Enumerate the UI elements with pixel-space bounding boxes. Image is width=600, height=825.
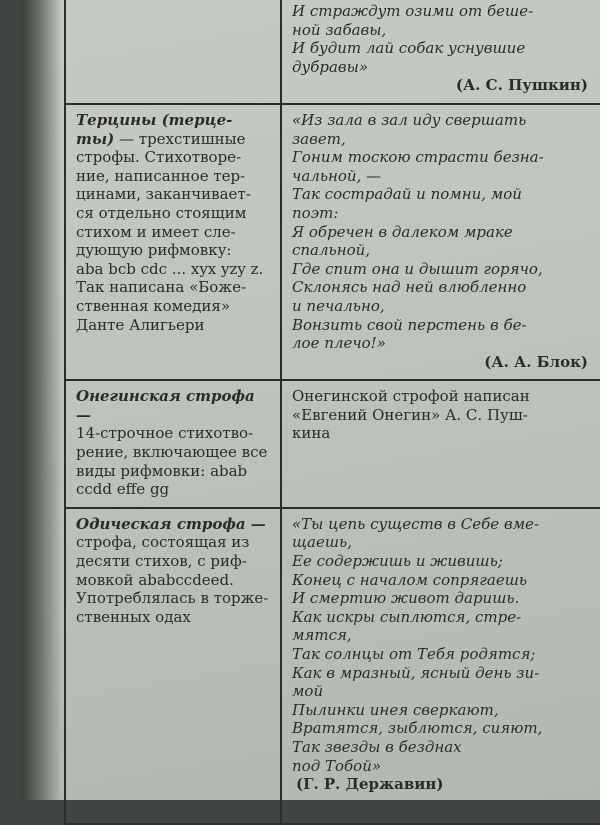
term-cell-empty	[65, 0, 281, 104]
example-line: И будит лай собак уснувшие	[292, 39, 526, 58]
term-cell-tercets	[65, 104, 281, 380]
table-row-ode	[65, 508, 600, 824]
term-line: aba bcb cdc ... xyx yzy z.	[76, 259, 264, 278]
example-line: Так сострадай и помни, мой	[292, 185, 522, 204]
example-line: Я обречен в далеком мраке	[292, 222, 513, 241]
example-line: Гоним тоскою страсти безна-	[292, 148, 544, 167]
example-line: ной забавы,	[292, 20, 387, 39]
author-derzhavin: (Г. Р. Державин)	[296, 775, 444, 794]
example-line: Вратятся, зыблются, сияют,	[292, 719, 543, 738]
example-line: Вонзить свой перстень в бе-	[292, 315, 527, 334]
term-line: ccdd effe gg	[76, 480, 170, 499]
example-line: кина	[292, 424, 331, 443]
example-cell-onegin	[281, 380, 600, 508]
term-line: дующую рифмовку:	[76, 241, 232, 260]
stanza-table	[64, 0, 600, 825]
table-row-pushkin	[65, 0, 600, 104]
table-row-onegin	[65, 380, 600, 508]
term-line: стихом и имеет сле-	[76, 222, 236, 241]
term-line: ся отдельно стоящим	[76, 203, 247, 222]
example-line: Как искры сыплются, стре-	[292, 607, 522, 626]
term-cell-onegin	[65, 380, 281, 508]
example-line: завет,	[292, 129, 346, 148]
author-pushkin: (А. С. Пушкин)	[455, 76, 588, 95]
example-line: Конец с началом сопрягаешь	[292, 570, 528, 589]
term-line-onegin-title: Онегинская строфа —	[76, 387, 255, 424]
example-line: Как в мразный, ясный день зи-	[292, 663, 540, 682]
term-line: ние, написанное тер-	[76, 166, 246, 185]
term-line: мовкой ababccdeed.	[76, 570, 234, 589]
example-line: «Ты цепь существ в Себе вме-	[292, 514, 539, 533]
example-line: дубравы»	[292, 57, 369, 76]
term-line: ственных одах	[76, 607, 191, 626]
example-line: лое плечо!»	[292, 334, 386, 353]
term-line: десяти стихов, с риф-	[76, 552, 247, 571]
term-line-tercets-title: Терцины (терце-	[76, 110, 233, 129]
example-line: «Евгений Онегин» А. С. Пуш-	[292, 405, 528, 424]
example-line: И страждут озими от беше-	[292, 2, 534, 20]
example-line: и печально,	[292, 296, 385, 315]
example-line: И смертию живот даришь.	[292, 589, 520, 608]
table-row-tercets	[65, 104, 600, 380]
example-line: Где спит она и дышит горячо,	[292, 259, 543, 278]
term-cell-ode	[65, 508, 281, 824]
term-line-ode-title: Одическая строфа —	[76, 514, 266, 533]
example-line: Онегинской строфой написан	[292, 387, 530, 406]
example-line: спальной,	[292, 241, 371, 260]
example-line: Так солнцы от Тебя родятся;	[292, 645, 536, 663]
example-line: Склонясь над ней влюбленно	[292, 278, 527, 297]
term-line: ственная комедия»	[76, 296, 231, 315]
example-line: под Тобой»	[292, 756, 382, 775]
author-blok: (А. А. Блок)	[484, 352, 588, 371]
example-line: мятся,	[292, 626, 352, 645]
term-line: строфы. Стихотворе-	[76, 148, 242, 167]
example-cell-blok	[281, 104, 600, 380]
example-line: «Из зала в зал иду свершать	[292, 110, 527, 129]
term-name-fragment: ты)	[76, 129, 115, 148]
term-line: рение, включающее все	[76, 443, 268, 462]
example-line: Ее содержишь и живишь;	[292, 552, 503, 571]
example-line: щаешь,	[292, 533, 352, 552]
term-def-fragment: — трехстишные	[114, 129, 246, 148]
page-edge-shadow	[22, 0, 62, 800]
example-line: Так звезды в безднах	[292, 737, 462, 756]
term-line: 14-строчное стихотво-	[76, 424, 254, 443]
example-cell-derzhavin	[281, 508, 600, 824]
example-line: мой	[292, 682, 324, 701]
example-line: чальной, —	[292, 166, 382, 185]
book-page	[22, 0, 600, 800]
example-line: Пылинки инея сверкают,	[292, 700, 499, 719]
term-line: цинами, заканчивает-	[76, 185, 251, 204]
term-line: Так написана «Боже-	[76, 278, 247, 297]
term-line	[76, 130, 272, 149]
term-line: виды рифмовки: abab	[76, 461, 248, 480]
example-line: поэт:	[292, 203, 339, 222]
term-line: Употреблялась в торже-	[76, 589, 269, 608]
term-line: строфа, состоящая из	[76, 533, 250, 552]
example-cell-pushkin	[281, 0, 600, 104]
term-line: Данте Алигьери	[76, 315, 205, 334]
